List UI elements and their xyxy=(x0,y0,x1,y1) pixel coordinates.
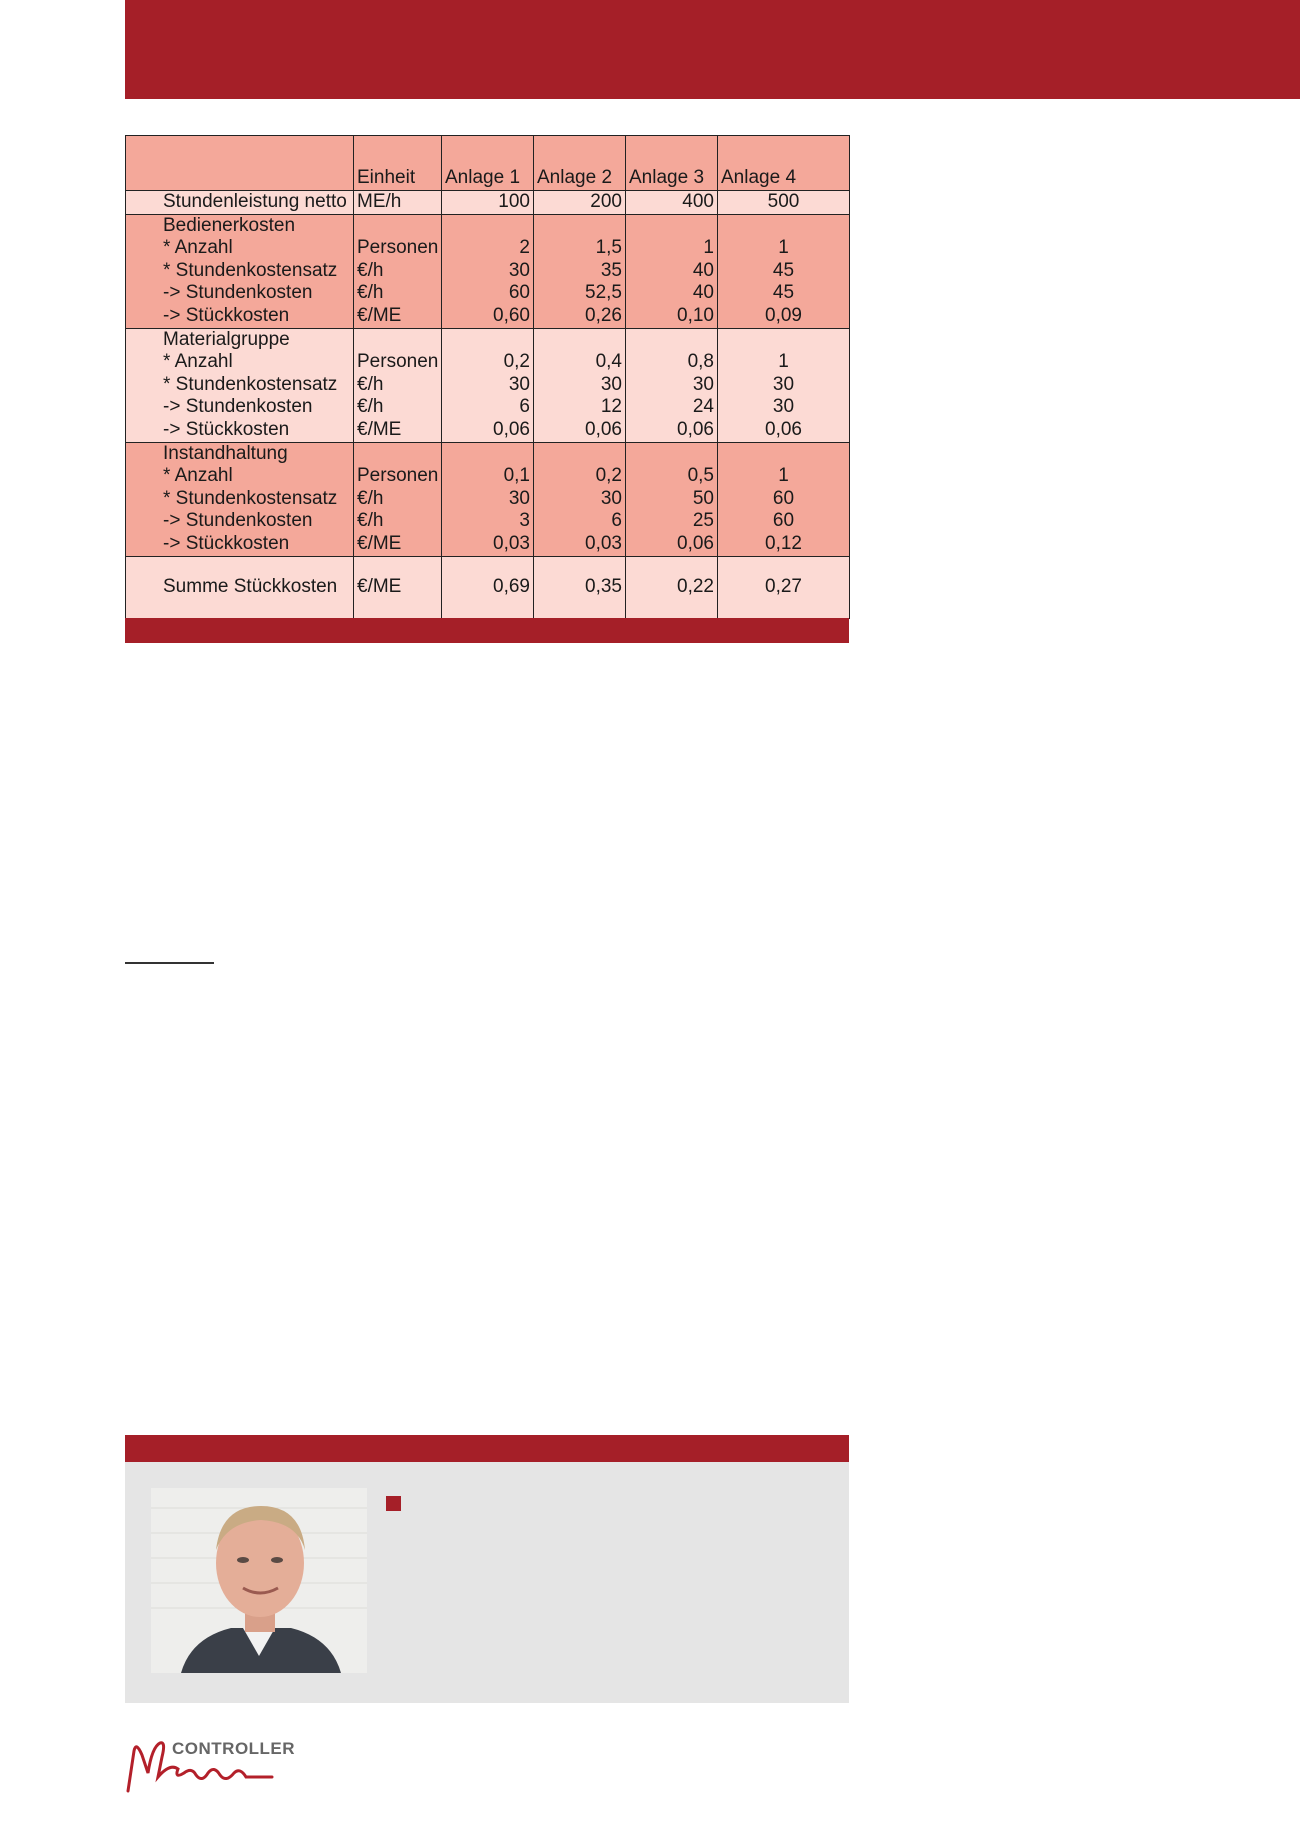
value-cell: 0,06 xyxy=(442,419,534,442)
value-cell: 0,12 xyxy=(718,533,850,556)
value-cell: 0,60 xyxy=(442,305,534,328)
value-cell: 0,8 xyxy=(626,351,718,374)
author-portrait-image xyxy=(151,1488,367,1673)
value-cell: 35 xyxy=(534,260,626,283)
sum-value: 0,22 xyxy=(626,556,718,618)
unit-cell: €/h xyxy=(354,374,442,397)
unit-cell: €/h xyxy=(354,488,442,511)
table-row xyxy=(126,510,850,533)
value-cell: 50 xyxy=(626,488,718,511)
value-cell: 0,10 xyxy=(626,305,718,328)
value-cell: 60 xyxy=(442,282,534,305)
value-cell: 30 xyxy=(442,488,534,511)
table-row xyxy=(126,305,850,328)
unit-cell: Personen xyxy=(354,237,442,260)
unit-cell xyxy=(354,442,442,465)
value-cell: 100 xyxy=(442,191,534,215)
value-cell: 1 xyxy=(718,237,850,260)
group-label: Bedienerkosten xyxy=(126,214,354,237)
unit-cell xyxy=(354,214,442,237)
unit-cell: €/h xyxy=(354,510,442,533)
value-cell: 30 xyxy=(718,396,850,419)
header-cell: Anlage 4 xyxy=(718,136,850,191)
row-label: -> Stundenkosten xyxy=(126,396,354,419)
value-cell: 12 xyxy=(534,396,626,419)
row-label: -> Stundenkosten xyxy=(126,282,354,305)
value-cell xyxy=(442,442,534,465)
author-photo xyxy=(151,1488,367,1673)
unit-cell xyxy=(354,328,442,351)
value-cell: 1 xyxy=(626,237,718,260)
value-cell: 0,06 xyxy=(626,533,718,556)
value-cell: 200 xyxy=(534,191,626,215)
table-row xyxy=(126,260,850,283)
group-label: Instandhaltung xyxy=(126,442,354,465)
table-row xyxy=(126,396,850,419)
header-cell: Einheit xyxy=(354,136,442,191)
value-cell xyxy=(626,214,718,237)
value-cell xyxy=(534,328,626,351)
header-cell: Anlage 2 xyxy=(534,136,626,191)
table-row xyxy=(126,442,850,465)
footnote-divider xyxy=(125,962,214,964)
value-cell: 0,2 xyxy=(534,465,626,488)
header-cell xyxy=(126,136,354,191)
value-cell: 0,1 xyxy=(442,465,534,488)
value-cell: 45 xyxy=(718,260,850,283)
unit-cell: €/h xyxy=(354,282,442,305)
unit-cell: Personen xyxy=(354,351,442,374)
value-cell: 30 xyxy=(626,374,718,397)
table-row xyxy=(126,191,850,215)
value-cell: 0,09 xyxy=(718,305,850,328)
sum-value: 0,27 xyxy=(718,556,850,618)
header-cell: Anlage 1 xyxy=(442,136,534,191)
header-cell: Anlage 3 xyxy=(626,136,718,191)
value-cell: 30 xyxy=(442,260,534,283)
group-label: Materialgruppe xyxy=(126,328,354,351)
table-row xyxy=(126,488,850,511)
value-cell xyxy=(442,214,534,237)
unit-cell: €/ME xyxy=(354,419,442,442)
table-row xyxy=(126,237,850,260)
row-label: Stundenleistung netto xyxy=(126,191,354,215)
logo-text: CONTROLLER xyxy=(172,1739,296,1758)
sum-label: Summe Stückkosten xyxy=(126,556,354,618)
value-cell: 40 xyxy=(626,260,718,283)
header-band xyxy=(125,0,1300,99)
author-bullet-square xyxy=(386,1496,401,1511)
value-cell xyxy=(534,214,626,237)
value-cell: 2 xyxy=(442,237,534,260)
unit-cell: ME/h xyxy=(354,191,442,215)
value-cell: 1 xyxy=(718,465,850,488)
row-label: * Anzahl xyxy=(126,351,354,374)
value-cell: 400 xyxy=(626,191,718,215)
unit-cell: €/ME xyxy=(354,556,442,618)
value-cell: 0,06 xyxy=(718,419,850,442)
sum-value: 0,69 xyxy=(442,556,534,618)
table-row xyxy=(126,214,850,237)
value-cell: 6 xyxy=(534,510,626,533)
value-cell: 3 xyxy=(442,510,534,533)
table-row xyxy=(126,374,850,397)
table-footer-band xyxy=(125,618,849,643)
row-label: -> Stückkosten xyxy=(126,533,354,556)
author-box-header-band xyxy=(125,1435,849,1462)
unit-cell: €/ME xyxy=(354,533,442,556)
unit-cell: €/h xyxy=(354,396,442,419)
value-cell xyxy=(534,442,626,465)
value-cell: 0,06 xyxy=(534,419,626,442)
value-cell xyxy=(718,214,850,237)
table-row xyxy=(126,282,850,305)
value-cell: 0,5 xyxy=(626,465,718,488)
value-cell: 25 xyxy=(626,510,718,533)
value-cell xyxy=(718,442,850,465)
value-cell: 1,5 xyxy=(534,237,626,260)
value-cell: 6 xyxy=(442,396,534,419)
row-label: * Stundenkostensatz xyxy=(126,374,354,397)
cost-comparison-table xyxy=(125,135,849,643)
value-cell: 30 xyxy=(718,374,850,397)
value-cell: 45 xyxy=(718,282,850,305)
row-label: * Stundenkostensatz xyxy=(126,260,354,283)
value-cell xyxy=(718,328,850,351)
value-cell xyxy=(626,442,718,465)
row-label: -> Stückkosten xyxy=(126,305,354,328)
row-label: * Anzahl xyxy=(126,465,354,488)
row-label: * Anzahl xyxy=(126,237,354,260)
row-label: -> Stundenkosten xyxy=(126,510,354,533)
value-cell: 500 xyxy=(718,191,850,215)
value-cell: 0,06 xyxy=(626,419,718,442)
table-row xyxy=(126,533,850,556)
value-cell: 60 xyxy=(718,488,850,511)
value-cell: 0,03 xyxy=(534,533,626,556)
unit-cell: €/ME xyxy=(354,305,442,328)
unit-cell: Personen xyxy=(354,465,442,488)
value-cell: 60 xyxy=(718,510,850,533)
value-cell: 0,26 xyxy=(534,305,626,328)
table-row xyxy=(126,351,850,374)
row-label: * Stundenkostensatz xyxy=(126,488,354,511)
table-header-row xyxy=(126,136,850,191)
value-cell: 24 xyxy=(626,396,718,419)
sum-value: 0,35 xyxy=(534,556,626,618)
value-cell: 0,4 xyxy=(534,351,626,374)
value-cell xyxy=(442,328,534,351)
value-cell xyxy=(626,328,718,351)
unit-cell: €/h xyxy=(354,260,442,283)
value-cell: 30 xyxy=(442,374,534,397)
value-cell: 0,2 xyxy=(442,351,534,374)
table-row xyxy=(126,465,850,488)
value-cell: 30 xyxy=(534,374,626,397)
row-label: -> Stückkosten xyxy=(126,419,354,442)
value-cell: 1 xyxy=(718,351,850,374)
sum-row xyxy=(126,556,850,618)
value-cell: 30 xyxy=(534,488,626,511)
controller-magazin-logo xyxy=(122,1733,296,1795)
value-cell: 40 xyxy=(626,282,718,305)
table-row xyxy=(126,328,850,351)
table-row xyxy=(126,419,850,442)
value-cell: 52,5 xyxy=(534,282,626,305)
value-cell: 0,03 xyxy=(442,533,534,556)
